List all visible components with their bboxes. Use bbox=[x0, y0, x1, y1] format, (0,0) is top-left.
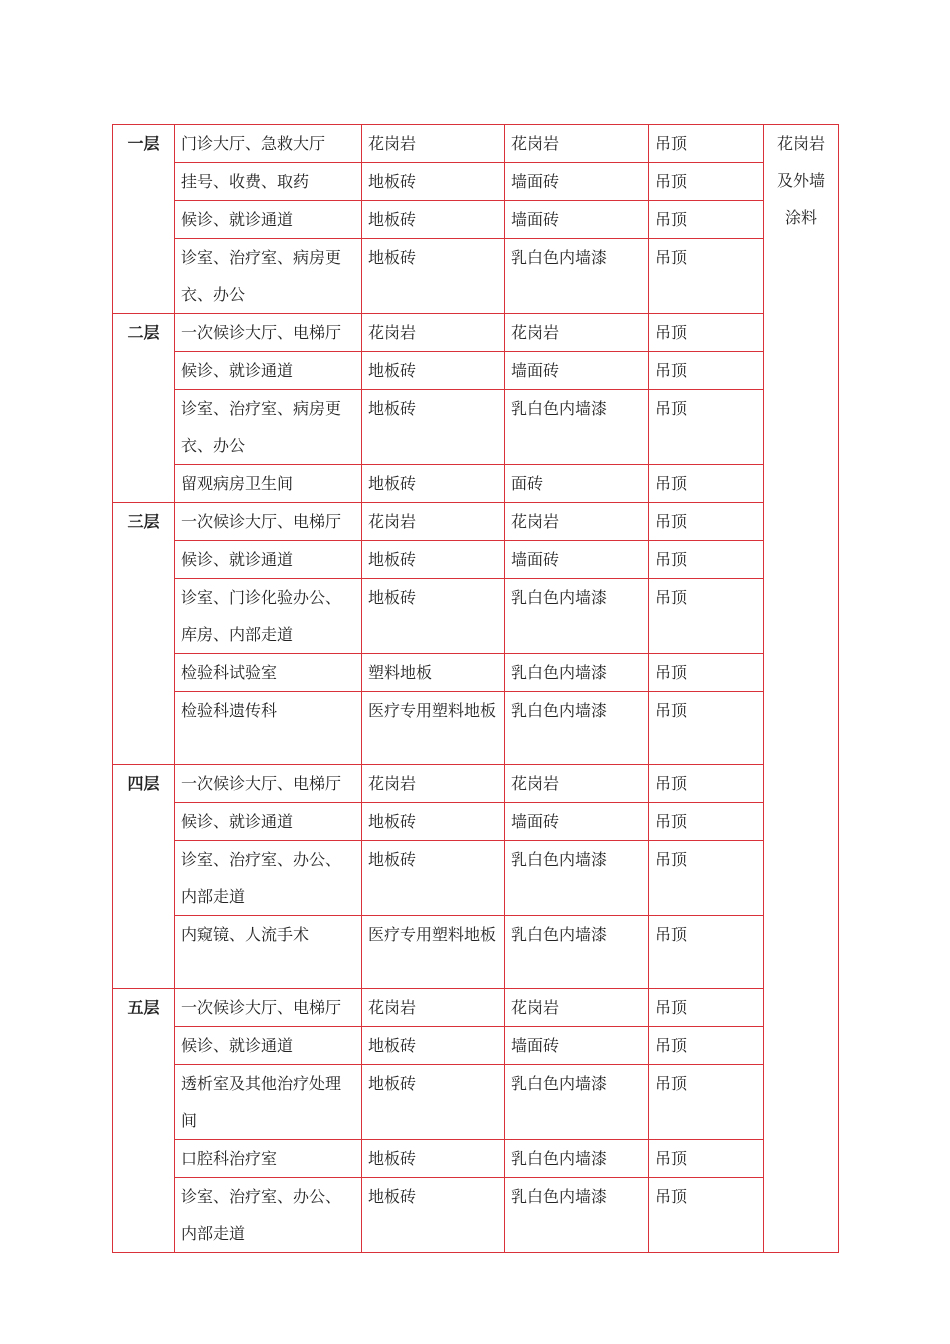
wall-finish-cell: 乳白色内墙漆 bbox=[505, 841, 649, 916]
wall-finish-cell: 花岗岩 bbox=[505, 314, 649, 352]
floor-finish-cell: 地板砖 bbox=[362, 1140, 505, 1178]
floor-finish-cell: 地板砖 bbox=[362, 352, 505, 390]
table-row bbox=[113, 989, 839, 1027]
wall-finish-cell: 乳白色内墙漆 bbox=[505, 390, 649, 465]
wall-finish-cell: 墙面砖 bbox=[505, 541, 649, 579]
table-row bbox=[113, 239, 839, 314]
ceiling-finish-cell: 吊顶 bbox=[649, 503, 764, 541]
table-body bbox=[113, 125, 839, 1253]
floor-finish-cell: 花岗岩 bbox=[362, 503, 505, 541]
wall-finish-cell: 乳白色内墙漆 bbox=[505, 1178, 649, 1253]
area-cell: 候诊、就诊通道 bbox=[175, 201, 362, 239]
wall-finish-cell: 乳白色内墙漆 bbox=[505, 239, 649, 314]
table-row bbox=[113, 1178, 839, 1253]
floor-label: 一层 bbox=[113, 125, 175, 314]
floor-finish-cell: 地板砖 bbox=[362, 390, 505, 465]
floor-finish-cell: 地板砖 bbox=[362, 803, 505, 841]
table-row bbox=[113, 314, 839, 352]
ceiling-finish-cell: 吊顶 bbox=[649, 1027, 764, 1065]
table-row bbox=[113, 541, 839, 579]
ceiling-finish-cell: 吊顶 bbox=[649, 1065, 764, 1140]
table-row bbox=[113, 765, 839, 803]
ceiling-finish-cell: 吊顶 bbox=[649, 765, 764, 803]
wall-finish-cell: 花岗岩 bbox=[505, 765, 649, 803]
table-row bbox=[113, 1140, 839, 1178]
floor-finish-cell: 地板砖 bbox=[362, 1065, 505, 1140]
ceiling-finish-cell: 吊顶 bbox=[649, 201, 764, 239]
floor-finish-cell: 地板砖 bbox=[362, 163, 505, 201]
floor-finish-cell: 塑料地板 bbox=[362, 654, 505, 692]
ceiling-finish-cell: 吊顶 bbox=[649, 125, 764, 163]
ceiling-finish-cell: 吊顶 bbox=[649, 654, 764, 692]
floor-finish-cell: 地板砖 bbox=[362, 1178, 505, 1253]
ceiling-finish-cell: 吊顶 bbox=[649, 803, 764, 841]
area-cell: 诊室、治疗室、病房更衣、办公 bbox=[175, 390, 362, 465]
ceiling-finish-cell: 吊顶 bbox=[649, 541, 764, 579]
floor-label: 二层 bbox=[113, 314, 175, 503]
table-row bbox=[113, 163, 839, 201]
ceiling-finish-cell: 吊顶 bbox=[649, 239, 764, 314]
floor-finish-cell: 医疗专用塑料地板 bbox=[362, 916, 505, 989]
area-cell: 候诊、就诊通道 bbox=[175, 541, 362, 579]
table-row bbox=[113, 692, 839, 765]
floor-finish-cell: 花岗岩 bbox=[362, 314, 505, 352]
wall-finish-cell: 乳白色内墙漆 bbox=[505, 692, 649, 765]
area-cell: 诊室、治疗室、办公、内部走道 bbox=[175, 1178, 362, 1253]
area-cell: 挂号、收费、取药 bbox=[175, 163, 362, 201]
floor-finish-cell: 地板砖 bbox=[362, 579, 505, 654]
ceiling-finish-cell: 吊顶 bbox=[649, 1140, 764, 1178]
wall-finish-cell: 花岗岩 bbox=[505, 125, 649, 163]
area-cell: 候诊、就诊通道 bbox=[175, 1027, 362, 1065]
area-cell: 检验科遗传科 bbox=[175, 692, 362, 765]
area-cell: 门诊大厅、急救大厅 bbox=[175, 125, 362, 163]
area-cell: 透析室及其他治疗处理间 bbox=[175, 1065, 362, 1140]
wall-finish-cell: 墙面砖 bbox=[505, 201, 649, 239]
area-cell: 一次候诊大厅、电梯厅 bbox=[175, 989, 362, 1027]
area-cell: 一次候诊大厅、电梯厅 bbox=[175, 765, 362, 803]
wall-finish-cell: 乳白色内墙漆 bbox=[505, 1065, 649, 1140]
table-row bbox=[113, 579, 839, 654]
table-row bbox=[113, 1027, 839, 1065]
finish-schedule-sheet bbox=[112, 124, 839, 1253]
floor-finish-cell: 地板砖 bbox=[362, 1027, 505, 1065]
floor-finish-cell: 地板砖 bbox=[362, 841, 505, 916]
wall-finish-cell: 乳白色内墙漆 bbox=[505, 1140, 649, 1178]
floor-finish-cell: 花岗岩 bbox=[362, 125, 505, 163]
floor-finish-cell: 地板砖 bbox=[362, 201, 505, 239]
table-row bbox=[113, 201, 839, 239]
floor-label: 五层 bbox=[113, 989, 175, 1253]
area-cell: 留观病房卫生间 bbox=[175, 465, 362, 503]
table-row bbox=[113, 1065, 839, 1140]
ceiling-finish-cell: 吊顶 bbox=[649, 989, 764, 1027]
area-cell: 一次候诊大厅、电梯厅 bbox=[175, 314, 362, 352]
table-row bbox=[113, 125, 839, 163]
wall-finish-cell: 乳白色内墙漆 bbox=[505, 916, 649, 989]
wall-finish-cell: 面砖 bbox=[505, 465, 649, 503]
floor-finish-cell: 花岗岩 bbox=[362, 989, 505, 1027]
wall-finish-cell: 花岗岩 bbox=[505, 989, 649, 1027]
wall-finish-cell: 墙面砖 bbox=[505, 803, 649, 841]
exterior-finish-cell: 花岗岩及外墙涂料 bbox=[764, 125, 839, 1253]
ceiling-finish-cell: 吊顶 bbox=[649, 916, 764, 989]
area-cell: 诊室、治疗室、病房更衣、办公 bbox=[175, 239, 362, 314]
floor-finish-cell: 地板砖 bbox=[362, 239, 505, 314]
ceiling-finish-cell: 吊顶 bbox=[649, 390, 764, 465]
floor-finish-cell: 花岗岩 bbox=[362, 765, 505, 803]
area-cell: 候诊、就诊通道 bbox=[175, 803, 362, 841]
area-cell: 口腔科治疗室 bbox=[175, 1140, 362, 1178]
area-cell: 检验科试验室 bbox=[175, 654, 362, 692]
ceiling-finish-cell: 吊顶 bbox=[649, 314, 764, 352]
table-row bbox=[113, 841, 839, 916]
table-row bbox=[113, 352, 839, 390]
area-cell: 一次候诊大厅、电梯厅 bbox=[175, 503, 362, 541]
ceiling-finish-cell: 吊顶 bbox=[649, 692, 764, 765]
table-row bbox=[113, 916, 839, 989]
floor-label: 四层 bbox=[113, 765, 175, 989]
table-row bbox=[113, 654, 839, 692]
wall-finish-cell: 墙面砖 bbox=[505, 1027, 649, 1065]
table-row bbox=[113, 503, 839, 541]
wall-finish-cell: 乳白色内墙漆 bbox=[505, 579, 649, 654]
ceiling-finish-cell: 吊顶 bbox=[649, 1178, 764, 1253]
table-row bbox=[113, 390, 839, 465]
ceiling-finish-cell: 吊顶 bbox=[649, 579, 764, 654]
area-cell: 诊室、门诊化验办公、库房、内部走道 bbox=[175, 579, 362, 654]
ceiling-finish-cell: 吊顶 bbox=[649, 352, 764, 390]
floor-label: 三层 bbox=[113, 503, 175, 765]
wall-finish-cell: 花岗岩 bbox=[505, 503, 649, 541]
table-row bbox=[113, 465, 839, 503]
area-cell: 内窥镜、人流手术 bbox=[175, 916, 362, 989]
area-cell: 诊室、治疗室、办公、内部走道 bbox=[175, 841, 362, 916]
ceiling-finish-cell: 吊顶 bbox=[649, 841, 764, 916]
wall-finish-cell: 墙面砖 bbox=[505, 352, 649, 390]
ceiling-finish-cell: 吊顶 bbox=[649, 465, 764, 503]
floor-finish-cell: 地板砖 bbox=[362, 541, 505, 579]
finish-schedule-table bbox=[112, 124, 839, 1253]
ceiling-finish-cell: 吊顶 bbox=[649, 163, 764, 201]
wall-finish-cell: 乳白色内墙漆 bbox=[505, 654, 649, 692]
floor-finish-cell: 地板砖 bbox=[362, 465, 505, 503]
table-row bbox=[113, 803, 839, 841]
area-cell: 候诊、就诊通道 bbox=[175, 352, 362, 390]
wall-finish-cell: 墙面砖 bbox=[505, 163, 649, 201]
floor-finish-cell: 医疗专用塑料地板 bbox=[362, 692, 505, 765]
